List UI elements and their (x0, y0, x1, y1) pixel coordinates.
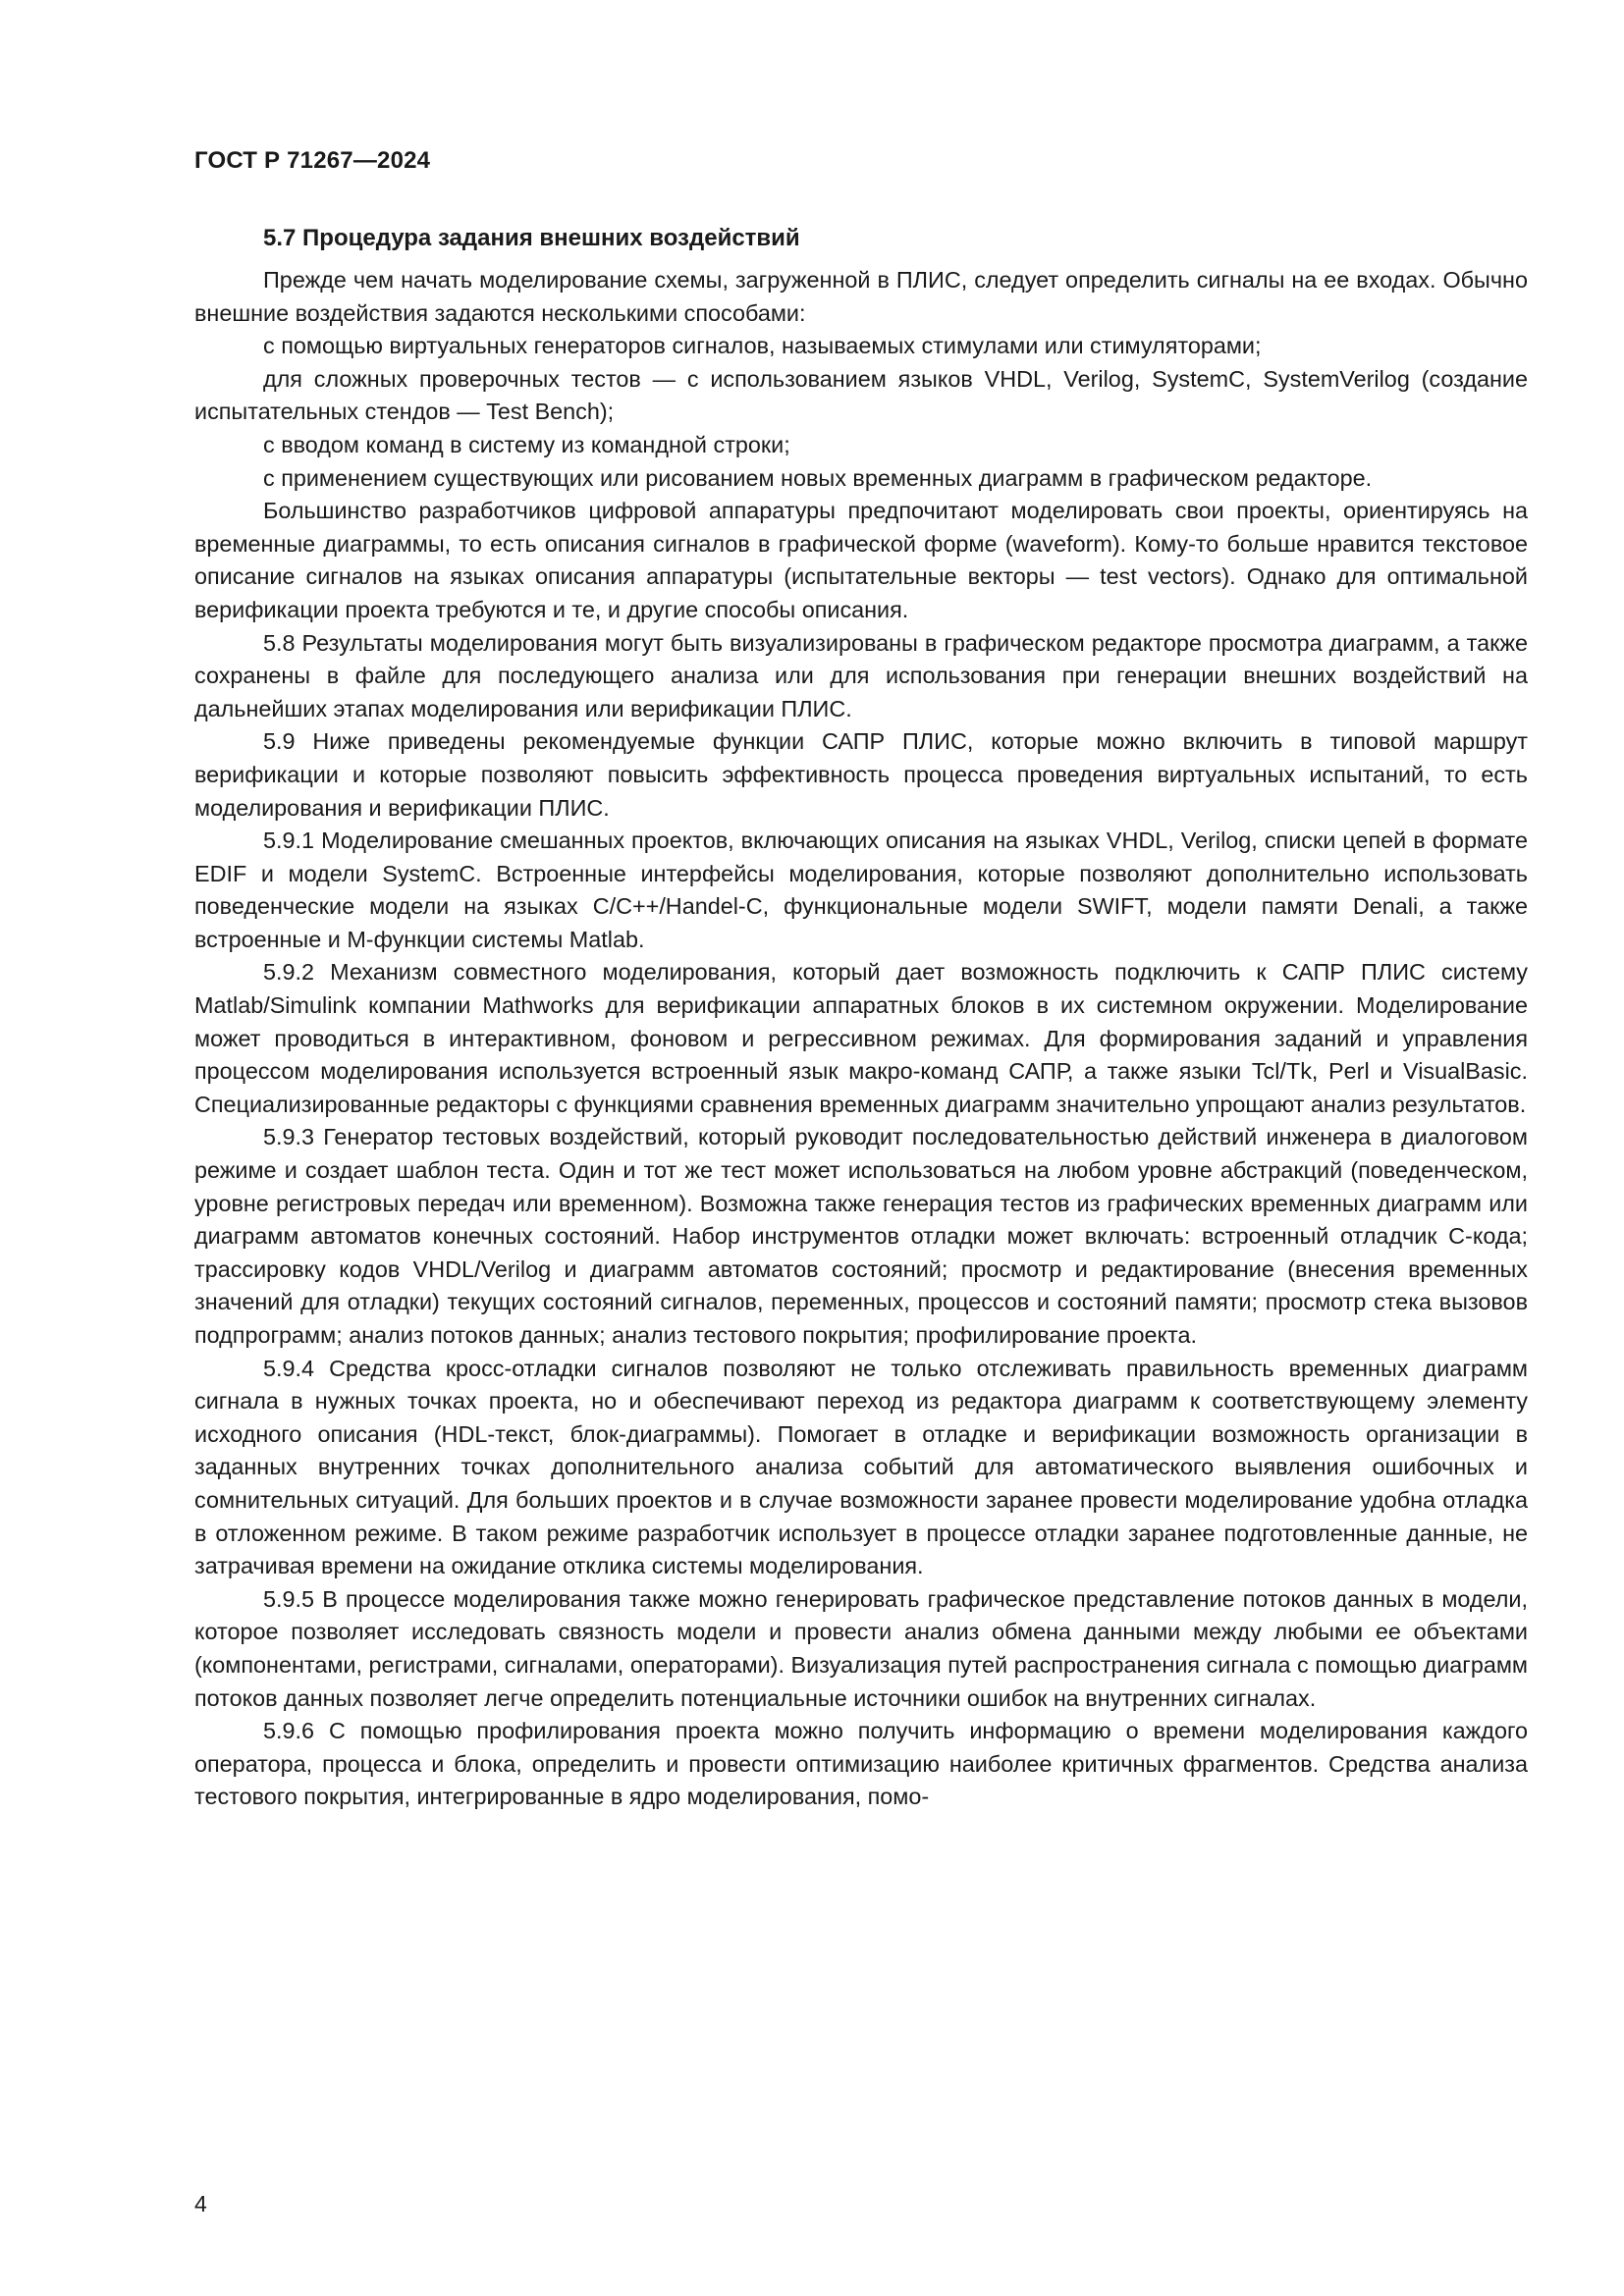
list-item-virtual-generators: с помощью виртуальных генераторов сигналов, называемых стимулами или стимуляторами; (263, 333, 1262, 359)
document-header: ГОСТ Р 71267—2024 (194, 147, 431, 174)
paragraph-5-9-6: 5.9.6 С помощью профилирования проекта можно получить информацию о времени моделирования каждого оператора, процесса и блока, определить и провести оптимизацию наиболее критичных фрагментов. Средства анализа тестового покрытия, интегрированные в ядро моделирования, помо- (194, 1718, 1528, 1810)
paragraph-5-9-1: 5.9.1 Моделирование смешанных проектов, включающих описания на языках VHDL, Verilog, списки цепей в формате EDIF и модели SystemC. Встроенные интерфейсы моделирования, которые позволяют дополнительно использовать поведенческие модели на языках C/C++/Handel-C, функциональные модели SWIFT, модели памяти Denali, а также встроенные и М-функции системы Matlab. (194, 828, 1528, 952)
paragraph-5-9-4: 5.9.4 Средства кросс-отладки сигналов позволяют не только отслеживать правильность временных диаграмм сигнала в нужных точках проекта, но и обеспечивают переход из редактора диаграмм к соответствующему элементу исходного описания (HDL-текст, блок-диаграммы). Помогает в отладке и верификации возможность организации в заданных внутренних точках дополнительного анализа событий для автоматического выявления ошибочных и сомнительных ситуаций. Для больших проектов и в случае возможности заранее провести моделирование удобна отладка в отложенном режиме. В таком режиме разработчик использует в процессе отладки заранее подготовленные данные, не затрачивая времени на ожидание отклика системы моделирования. (194, 1355, 1528, 1579)
section-heading: 5.7 Процедура задания внешних воздействий (263, 225, 800, 251)
list-item-command-line: с вводом команд в систему из командной строки; (263, 431, 790, 457)
paragraph-5-8: 5.8 Результаты моделирования могут быть визуализированы в графическом редакторе просмотра диаграмм, а также сохранены в файле для последующего анализа или для использования при генерации внешних воздействий на дальнейших этапах моделирования или верификации ПЛИС. (194, 629, 1528, 721)
page-body (194, 222, 1528, 1814)
paragraph-intro: Прежде чем начать моделирование схемы, загруженной в ПЛИС, следует определить сигналы на ее входах. Обычно внешние воздействия задаются несколькими способами: (194, 267, 1528, 326)
paragraph-5-9-5: 5.9.5 В процессе моделирования также можно генерировать графическое представление потоков данных в модели, которое позволяет исследовать связность модели и провести анализ обмена данными между любыми ее объектами (компонентами, регистрами, сигналами, операторами). Визуализация путей распространения сигнала с помощью диаграмм потоков данных позволяет легче определить потенциальные источники ошибок на внутренних сигналах. (194, 1585, 1528, 1711)
paragraph-waveform: Большинство разработчиков цифровой аппаратуры предпочитают моделировать свои проекты, ориентируясь на временные диаграммы, то есть описания сигналов в графической форме (waveform). Кому-то больше нравится текстовое описание сигналов на языках описания аппаратуры (испытательные векторы — test vectors). Однако для оптимальной верификации проекта требуются и те, и другие способы описания. (194, 498, 1528, 622)
paragraph-5-9-2: 5.9.2 Механизм совместного моделирования, который дает возможность подключить к САПР ПЛИС систему Matlab/Simulink компании Mathworks для верификации аппаратных блоков в их системном окружении. Моделирование может проводиться в интерактивном, фоновом и регрессивном режимах. Для формирования заданий и управления процессом моделирования используется встроенный язык макро-команд САПР, а также языки Tcl/Tk, Perl и VisualBasic. Специализированные редакторы с функциями сравнения временных диаграмм значительно упрощают анализ результатов. (194, 959, 1528, 1117)
list-item-timing-diagrams: с применением существующих или рисованием новых временных диаграмм в графическом редакторе. (263, 464, 1373, 491)
paragraph-5-9: 5.9 Ниже приведены рекомендуемые функции САПР ПЛИС, которые можно включить в типовой маршрут верификации и которые позволяют повысить эффективность процесса проведения виртуальных испытаний, то есть моделирования и верификации ПЛИС. (194, 728, 1528, 821)
paragraph-5-9-3: 5.9.3 Генератор тестовых воздействий, который руководит последовательностью действий инженера в диалоговом режиме и создает шаблон теста. Один и тот же тест может использоваться на любом уровне абстракций (поведенческом, уровне регистровых передач или временном). Возможна также генерация тестов из графических временных диаграмм или диаграмм автоматов конечных состояний. Набор инструментов отладки может включать: встроенный отладчик С-кода; трассировку кодов VHDL/Verilog и диаграмм автоматов состояний; просмотр и редактирование (внесения временных значений для отладки) текущих состояний сигналов, переменных, процессов и состояний памяти; просмотр стека вызовов подпрограмм; анализ потоков данных; анализ тестового покрытия; профилирование проекта. (194, 1124, 1528, 1348)
list-item-test-bench: для сложных проверочных тестов — с использованием языков VHDL, Verilog, SystemC, SystemVerilog (создание испытательных стендов — Test Bench); (194, 365, 1528, 425)
page-number: 4 (194, 2191, 207, 2216)
